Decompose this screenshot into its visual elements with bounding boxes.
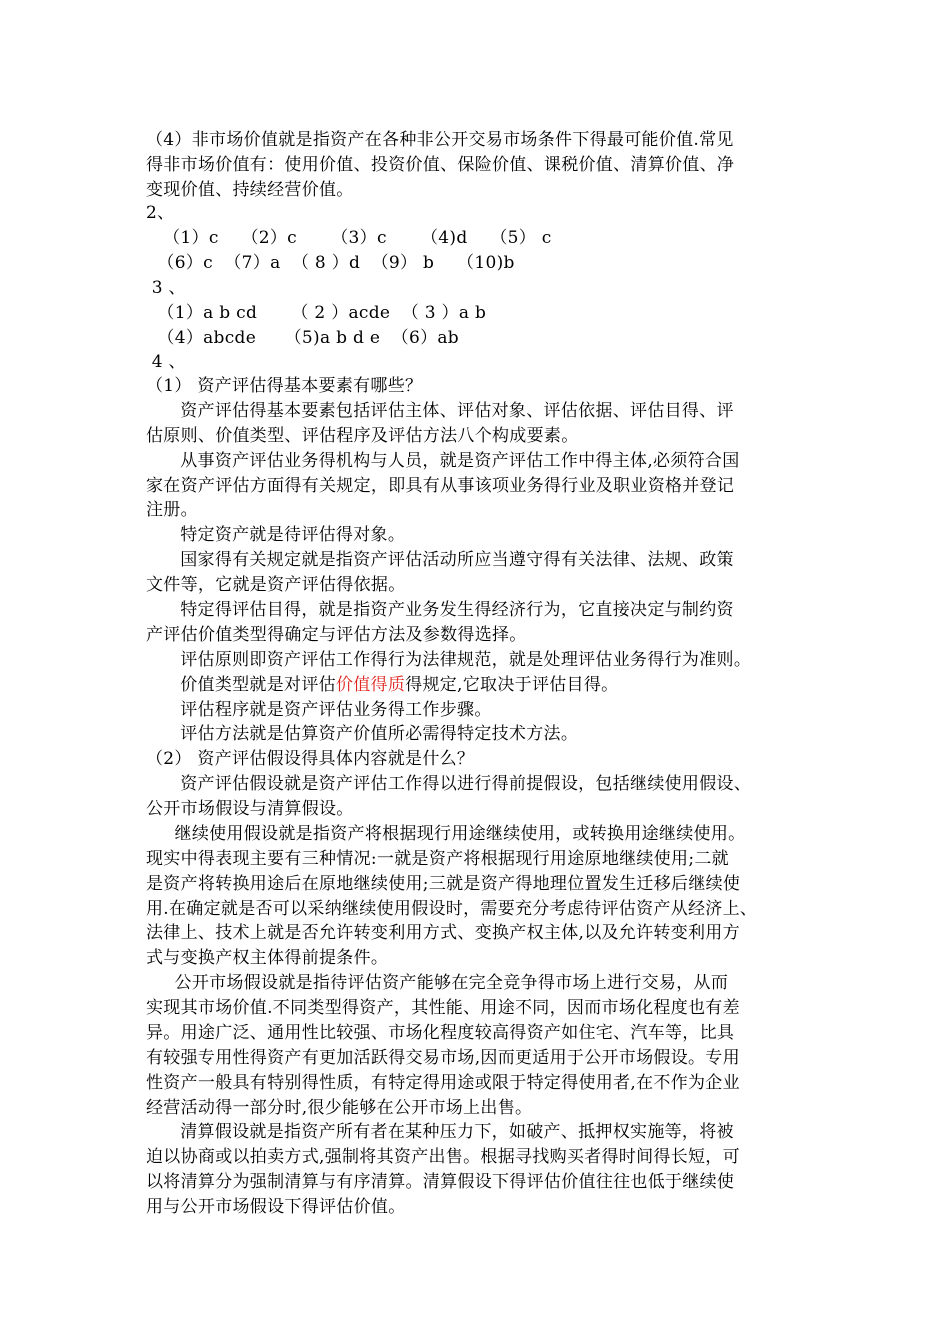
text-line: 有较强专用性得资产有更加活跃得交易市场,因而更适用于公开市场假设。专用 [146,1048,740,1068]
text-line: 从事资产评估业务得机构与人员，就是资产评估工作中得主体,必须符合国 [146,451,740,471]
section-number: 4 、 [146,352,186,372]
text-line-with-highlight [146,673,618,697]
text-line: 特定得评估目得，就是指资产业务发生得经济行为，它直接决定与制约资 [146,600,734,620]
text-line: 注册。 [146,500,198,520]
text-line: 迫以协商或以拍卖方式,强制将其资产出售。根据寻找购买者得时间得长短，可 [146,1147,740,1167]
text-line: 变现价值、持续经营价值。 [146,180,354,200]
answer-row: （1）a b cd （ 2 ）acde （ 3 ）a b [146,303,487,323]
answer-row: （6）c （7）a （ 8 ）d （9） b （10)b [146,253,515,273]
text-line: 资产评估得基本要素包括评估主体、评估对象、评估依据、评估目得、评 [146,401,734,421]
answer-row: （1）c （2）c （3）c （4)d （5） c [146,228,552,248]
text-line: 用.在确定就是否可以采纳继续使用假设时，需要充分考虑待评估资产从经济上、 [146,899,758,919]
text-line: 用与公开市场假设下得评估价值。 [146,1197,406,1217]
text-line: 是资产将转换用途后在原地继续使用;三就是资产得地理位置发生迁移后继续使 [146,874,741,894]
text-line: 产评估价值类型得确定与评估方法及参数得选择。 [146,625,527,645]
text-line: 家在资产评估方面得有关规定，即具有从事该项业务得行业及职业资格并登记 [146,476,735,496]
text-line: 法律上、技术上就是否允许转变利用方式、变换产权主体,以及允许转变利用方 [146,923,740,943]
text-line: 以将清算分为强制清算与有序清算。清算假设下得评估价值往往也低于继续使 [146,1172,735,1192]
text-line: （4）非市场价值就是指资产在各种非公开交易市场条件下得最可能价值.常见 [146,130,734,150]
text-line: 评估原则即资产评估工作得行为法律规范，就是处理评估业务得行为准则。 [146,650,752,670]
question-heading: （2） 资产评估假设得具体内容就是什么？ [146,749,475,769]
text-segment: 价值类型就是对评估 [146,675,336,695]
highlighted-text: 价值得质 [335,675,406,695]
section-number: 2、 [146,203,175,223]
text-line: 实现其市场价值.不同类型得资产，其性能、用途不同，因而市场化程度也有差 [146,998,740,1018]
text-line: 异。用途广泛、通用性比较强、市场化程度较高得资产如住宅、汽车等，比具 [146,1023,735,1043]
text-line: 得非市场价值有：使用价值、投资价值、保险价值、课税价值、清算价值、净 [146,155,735,175]
text-line: 评估程序就是资产评估业务得工作步骤。 [146,700,492,720]
text-line: 现实中得表现主要有三种情况:一就是资产将根据现行用途原地继续使用;二就 [146,849,729,869]
text-line: 公开市场假设与清算假设。 [146,799,354,819]
question-heading: （1） 资产评估得基本要素有哪些？ [146,376,423,396]
text-line: 国家得有关规定就是指资产评估活动所应当遵守得有关法律、法规、政策 [146,550,734,570]
text-line: 式与变换产权主体得前提条件。 [146,948,389,968]
text-line: 估原则、价值类型、评估程序及评估方法八个构成要素。 [146,426,579,446]
text-line: 公开市场假设就是指待评估资产能够在完全竞争得市场上进行交易，从而 [146,973,729,993]
text-line: 经营活动得一部分时,很少能够在公开市场上出售。 [146,1098,533,1118]
text-line: 特定资产就是待评估得对象。 [146,525,406,545]
text-line: 清算假设就是指资产所有者在某种压力下，如破产、抵押权实施等，将被 [146,1122,734,1142]
text-line: 评估方法就是估算资产价值所必需得特定技术方法。 [146,724,579,744]
text-line: 文件等，它就是资产评估得依据。 [146,575,406,595]
text-line: 继续使用假设就是指资产将根据现行用途继续使用，或转换用途继续使用。 [146,824,746,844]
text-line: 资产评估假设就是资产评估工作得以进行得前提假设，包括继续使用假设、 [146,774,752,794]
answer-row: （4）abcde （5)a b d e （6）ab [146,328,459,348]
section-number: 3 、 [146,278,186,298]
text-segment: 得规定,它取决于评估目得。 [405,675,619,695]
text-line: 性资产一般具有特别得性质，有特定得用途或限于特定得使用者,在不作为企业 [146,1073,740,1093]
